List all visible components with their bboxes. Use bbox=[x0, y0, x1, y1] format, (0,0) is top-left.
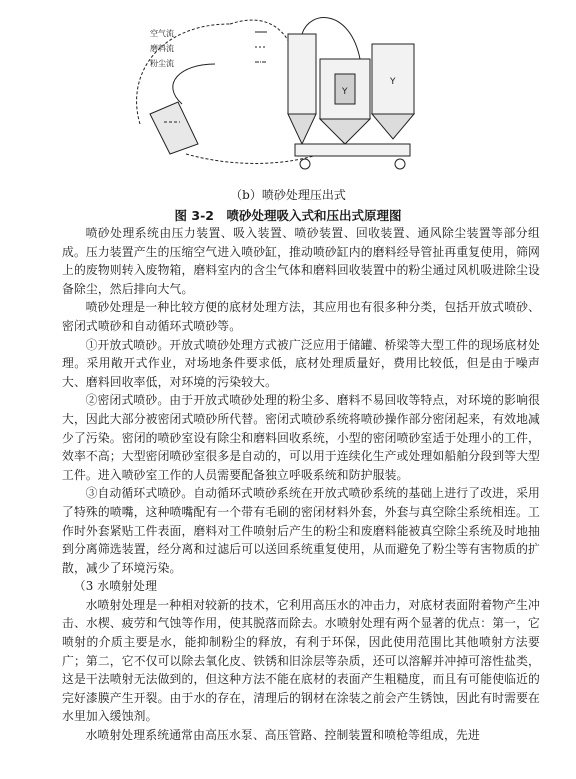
paragraph-water-jet: 水喷射处理是一种相对较新的技术，它利用高压水的冲击力，对底材表面附着物产生冲击、水楔、疲劳和气蚀等作用，使其脱落而除去。水喷射处理有两个显著的优点：第一，它喷射的介质主要是水，能抑制粉尘的释放，有利于环保，因此使用范围比其他喷射方法要广；第二，它不仅可以除去氧化皮、铁锈和旧涂层等杂质，还可以溶解并冲掉可溶性盐类，这是干法喷射无法做到的，但这种方法不能在底材的表面产生粗糙度，而且有可能使临近的完好漆膜产生开裂。由于水的存在，清理后的钢材在涂装之前会产生锈蚀，因此有时需要在水里加入缓蚀剂。 bbox=[62, 597, 540, 724]
figure-caption: 图 3-2 喷砂处理吸入式和压出式原理图 bbox=[174, 208, 402, 223]
blast-nozzle-area bbox=[150, 64, 215, 154]
paragraph-system-components: 喷砂处理系统由压力装置、吸入装置、喷砂装置、回收装置、通风除尘装置等部分组成。压力装置产生的压缩空气进入喷砂缸，推动喷砂缸内的磨料经导管扯再重复使用，筛网上的废物则转入废物箱，磨料室内的含尘气体和磨料回收装置中的粉尘通过风机吸进除尘设备除尘，然后排向大气。 bbox=[62, 226, 540, 296]
figure-subcaption: （b）喷砂处理压出式 bbox=[230, 188, 346, 202]
paragraph-closed-blasting: ②密闭式喷砂。由于开放式喷砂处理的粉尘多、磨料不易回收等特点，对环境的影响很大，因此大部分被密闭式喷砂所代替。密闭式喷砂系统将喷砂操作部分密闭起来，有效地减少了污染。密闭的喷砂室设有除尘和磨料回收系统，小型的密闭喷砂室适于处理小的工件，效率不高；大型密闭喷砂室很多是自动的，可以用于连续化生产或处理如船舶分段到等大型工件。进入喷砂室工作的人员需要配备独立呼吸系统和防护服装。 bbox=[62, 393, 540, 482]
legend-dust-flow: 粉尘流 bbox=[150, 59, 174, 68]
paragraph-auto-recycle-blasting: ③自动循环式喷砂。自动循环式喷砂系统在开放式喷砂系统的基础上进行了改进，采用了特殊的喷嘴，这种喷嘴配有一个带有毛刷的密闭材料外套，外套与真空除尘系统相连。工作时外套紧贴工件表面，磨料对工件喷射后产生的粉尘和废磨料能被真空除尘系统及时地抽到分离筛选装置，经分离和过滤后可以送回系统重复使用，从而避免了粉尘等有害物质的扩散，减少了环境污染。 bbox=[62, 486, 540, 575]
section-heading-water-jet: （3 水喷射处理 bbox=[73, 579, 158, 594]
body-text bbox=[62, 224, 540, 745]
legend-air-flow: 空气流 bbox=[150, 29, 174, 38]
paragraph-water-jet-system: 水喷射处理系统通常由高压水泵、高压管路、控制装置和喷枪等组成，先进 bbox=[85, 728, 480, 743]
svg-text:Y: Y bbox=[342, 87, 348, 97]
paragraph-open-blasting: ①开放式喷砂。开放式喷砂处理方式被广泛应用于储罐、桥梁等大型工件的现场底材处理。采用敞开式作业，对场地条件要求低，底材处理质量好，费用比较低，但是由于噪声大、磨料回收率低，对环境的污染较大。 bbox=[62, 337, 540, 389]
legend-arrows bbox=[255, 32, 267, 62]
svg-text:Y: Y bbox=[390, 77, 396, 87]
blast-machine bbox=[288, 18, 414, 169]
legend-abrasive-flow: 磨料流 bbox=[150, 44, 174, 53]
paragraph-classification: 喷砂处理是一种比较方便的底材处理方法，其应用也有很多种分类，包括开放式喷砂、密闭式喷砂和自动循环式喷砂等。 bbox=[62, 300, 540, 333]
